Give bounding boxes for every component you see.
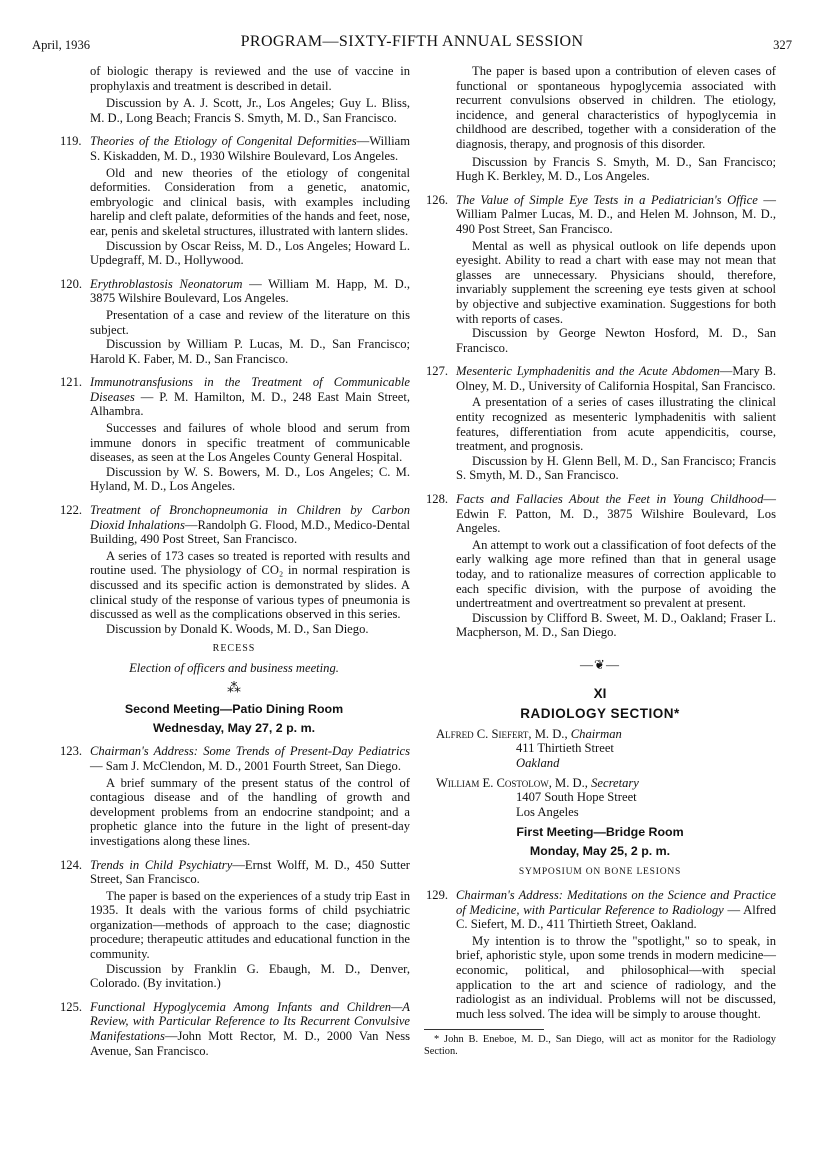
entry-title: Immunotransfusions in the Treatment of Communicable Diseases [90,375,410,404]
election-note: Election of officers and business meeting. [129,660,339,675]
first-meeting-date: Monday, May 25, 2 p. m. [529,843,671,858]
entry-abstract: The paper is based on the experiences of a study trip East in 1935. It deals with the various forms of child psychiatric organization—methods of approach to the case; diagnostic procedure; therapeutic attitudes and educational function in the community. [90,888,410,962]
entry-discussion: Discussion by Franklin G. Ebaugh, M. D., Denver, Colorado. (By invitation.) [90,961,410,991]
entry-abstract: A presentation of a series of cases illustrating the clinical entity recognized as mesenteric lymphadenitis with salient features, differentiation from acute appendicitis, course, treatment, and prognosis. [456,395,776,454]
program-entry-127 [424,364,776,483]
entry-title: Mesenteric Lymphadenitis and the Acute Abdomen [456,364,720,379]
entry-title: Facts and Fallacies About the Feet in Young Childhood [456,492,764,507]
entry-abstract: Successes and failures of whole blood and serum from immune donors in specific treatment of communicable diseases, as seen at the Los Angeles County General Hospital. [90,421,410,465]
entry-discussion: Discussion by Oscar Reiss, M. D., Los Angeles; Howard L. Updegraff, M. D., Hollywood. [90,238,410,268]
section-divider-ornament: —❦— [580,656,620,672]
page-number: 327 [773,38,792,52]
entry-author: —Ernst Wolff, M. D., 450 Sutter Street, San Francisco. [90,857,411,887]
entry-number: 120. [60,276,83,291]
officer-city: Oakland [516,755,560,770]
running-header [32,33,792,54]
entry-number: 123. [60,744,83,759]
entry-number: 127. [426,364,449,379]
entry-author: — P. M. Hamilton, M. D., 248 East Main Street, Alhambra. [90,389,410,419]
section-chairman [424,727,776,771]
program-entry-122 [58,503,410,636]
entry-author: — Alfred C. Siefert, M. D., 411 Thirtieth Street, Oakland. [456,902,776,932]
program-entry-120 [58,277,410,367]
entry-number: 128. [426,492,449,507]
continued-discussion: Discussion by A. J. Scott, Jr., Los Angeles; Guy L. Bliss, M. D., Long Beach; Francis S. Smyth, M. D., San Francisco. [90,96,410,125]
header-title: PROGRAM—SIXTY-FIFTH ANNUAL SESSION [240,33,584,50]
program-entry-123 [58,744,410,848]
entry-title: Theories of the Etiology of Congenital Deformities [90,134,357,149]
asterism-ornament: ⁂ [227,680,241,696]
second-meeting-heading: Second Meeting—Patio Dining Room [124,702,344,717]
entry-number: 125. [60,999,83,1014]
footnote-rule [424,1029,544,1030]
officer-name: Alfred C. Siefert, M. D., [436,726,568,741]
officer-role: Chairman [570,726,622,741]
entry-title: Treatment of Bronchopneumonia in Children by Carbon Dioxid Inhalations [90,503,410,532]
entry-author: — William Palmer Lucas, M. D., and Helen M. Johnson, M. D., 490 Post Street, San Francisco. [456,192,776,236]
entry-discussion: Discussion by Donald K. Woods, M. D., San Diego. [106,621,369,636]
program-entry-119 [58,134,410,267]
entry-discussion: Discussion by Clifford B. Sweet, M. D., Oakland; Fraser L. Macpherson, M. D., San Diego. [456,610,776,640]
officer-city: Los Angeles [516,804,579,819]
first-meeting-heading: First Meeting—Bridge Room [516,825,684,840]
entry-number: 122. [60,503,83,518]
entry-author: —William S. Kiskadden, M. D., 1930 Wilshire Boulevard, Los Angeles. [90,134,410,163]
entry-abstract: An attempt to work out a classification of foot defects of the early walking age more refined than that in general usage today, and to rationalize measures of correction applicable to each specific division, with the purpose of avoiding the undertreatment and overtreatment so prevalent at present. [456,537,776,611]
footnote: * John B. Eneboe, M. D., San Diego, will act as monitor for the Radiology Section. [424,1034,776,1058]
symposium-heading: SYMPOSIUM ON BONE LESIONS [518,866,682,877]
entry-author: —John Mott Rector, M. D., 2000 Van Ness Avenue, San Francisco. [90,1029,410,1058]
continued-abstract: of biologic therapy is reviewed and the use of vaccine in prophylaxis and treatment is described in detail. [90,64,410,93]
entry-author: — Sam J. McClendon, M. D., 2001 Fourth Street, San Diego. [90,758,401,773]
officer-name: William E. Costolow, M. D., [436,775,588,790]
officer-address: 1407 South Hope Street [516,790,637,805]
entry-author: —Edwin F. Patton, M. D., 3875 Wilshire Boulevard, Los Angeles. [456,492,776,536]
entry-number: 126. [426,192,449,207]
entry-discussion: Discussion by George Newton Hosford, M. D., San Francisco. [456,326,776,355]
entry-title: Functional Hypoglycemia Among Infants and Children—A Review, with Particular Reference to Its Recurrent Convulsive Manifestations [90,999,410,1044]
officer-address: 411 Thirtieth Street [516,741,614,756]
entry-title: Chairman's Address: Meditations on the Science and Practice of Medicine, with Particular Reference to Radiology [456,888,776,917]
header-date: April, 1936 [32,38,91,52]
program-entry-126 [424,193,776,356]
officer-role: Secretary [591,775,639,790]
entry-number: 129. [426,888,449,903]
entry-number: 121. [60,375,83,390]
program-entry-129 [424,888,776,1021]
section-secretary [424,776,776,820]
entry-abstract: Mental as well as physical outlook on life depends upon eyesight. Ability to read a chart with ease may not mean that glasses are unnecessary. Physicians should, therefore, invariably supplement the screening eye tests given at school by objective and subjective examination. Suggestions for both with reports of cases. [456,238,776,326]
entry-title: Erythroblastosis Neonatorum [90,276,243,291]
entry-discussion: Discussion by H. Glenn Bell, M. D., San Francisco; Francis S. Smyth, M. D., San Francisco. [456,453,776,483]
section-title: RADIOLOGY SECTION* [520,706,680,722]
program-entry-124 [58,858,410,991]
right-column [424,64,776,1058]
program-entry-125 [58,1000,410,1058]
entry-abstract: Old and new theories of the etiology of congenital deformities. Consideration from a genetic, anatomic, embryologic and clinical basis, with examples including harelip and cleft palate, deformities of the hands and feet, nose, ear, penis and skeletal structures, illustrated with lantern slides. [90,165,410,238]
entry-abstract: Presentation of a case and review of the literature on this subject. [90,307,410,337]
entry-author: —Mary B. Olney, M. D., University of California Hospital, San Francisco. [456,364,776,393]
entry-title: Trends in Child Psychiatry [90,857,233,872]
entry-discussion: Discussion by William P. Lucas, M. D., San Francisco; Harold K. Faber, M. D., San Francisco. [90,337,410,366]
section-number: XI [593,685,607,701]
program-entry-121 [58,375,410,494]
second-meeting-date: Wednesday, May 27, 2 p. m. [152,720,316,735]
entry-title: The Value of Simple Eye Tests in a Pediatrician's Office [456,192,758,207]
entry-author: —Randolph G. Flood, M.D., Medico-Dental Building, 490 Post Street, San Francisco. [90,517,410,547]
continued-abstract: The paper is based upon a contribution of eleven cases of functional or spontaneous hypoglycemia associated with recurrent convulsions observed in children. The etiology, incidence, and general characteristics of hypoglycemia in childhood are described, together with a consideration of the diagnosis, therapy, and prognosis of this disorder. [456,64,776,151]
entry-title: Chairman's Address: Some Trends of Present-Day Pediatrics [90,744,410,759]
recess-label: RECESS [212,643,256,655]
entry-abstract: A series of 173 cases so treated is reported with results and routine used. The physiology of CO₂ in normal respiration is discussed and its specific action is demonstrated by slides. A clinical study of the response of various types of pneumonia is discussed as well as the complications observed in this series. [90,548,410,622]
entry-number: 124. [60,857,83,872]
entry-abstract: A brief summary of the present status of the control of contagious disease and of the handling of growth and development problems from an endocrine standpoint; and a prophetic glance into the future in the light of present-day investigations along these lines. [90,775,410,848]
entry-author: — William M. Happ, M. D., 3875 Wilshire Boulevard, Los Angeles. [90,276,411,306]
entry-number: 119. [60,134,82,149]
continued-discussion: Discussion by Francis S. Smyth, M. D., San Francisco; Hugh K. Berkley, M. D., Los Angeles. [456,154,776,184]
entry-abstract: My intention is to throw the "spotlight," so to speak, in brief, aphoristic style, upon some trends in modern medicine—economic, political, and philosophical—with special application to the art and science of radiology, and the radiologist as an individual. Problems will not be discussed, much less solved. The idea will be simply to arouse thought. [456,933,776,1021]
entry-discussion: Discussion by W. S. Bowers, M. D., Los Angeles; C. M. Hyland, M. D., Los Angeles. [90,464,410,494]
program-entry-128 [424,492,776,640]
left-column [58,64,410,1060]
